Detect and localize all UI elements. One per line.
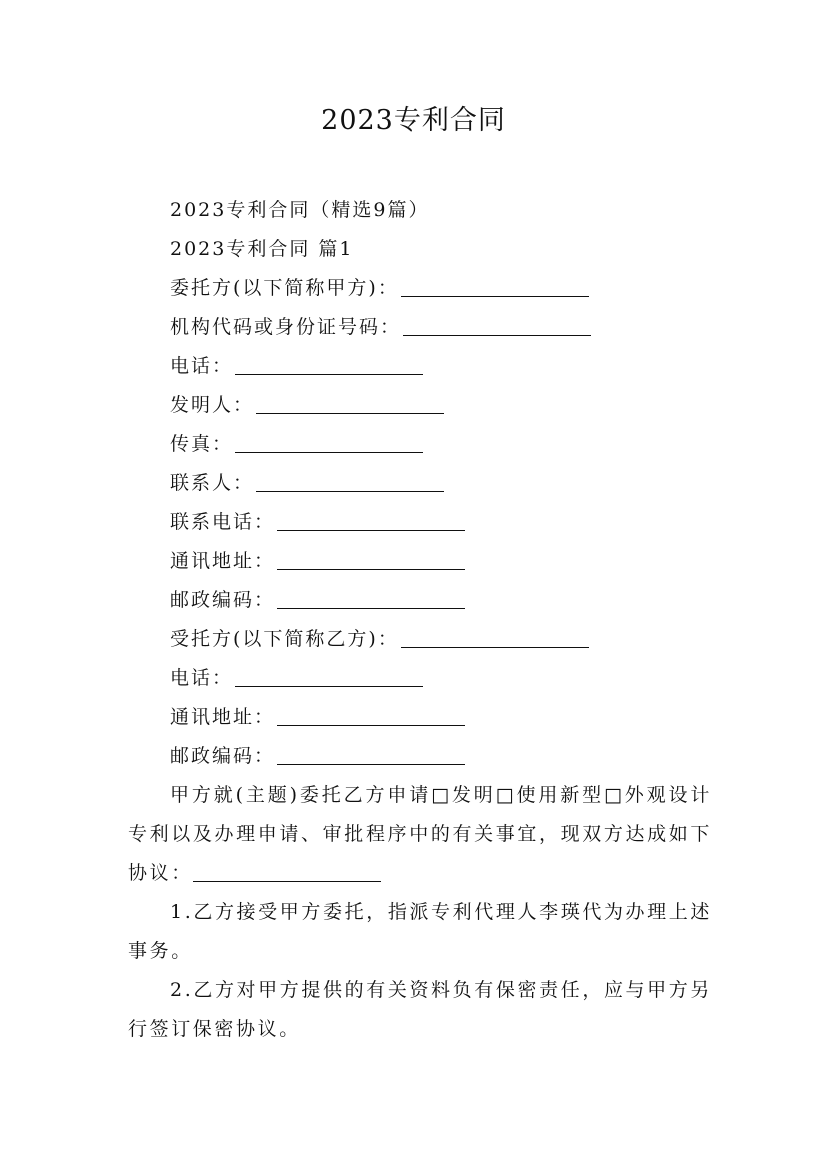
field-row <box>170 430 423 458</box>
field-label: 受托方(以下简称乙方)： <box>170 628 399 650</box>
field-blank-line <box>256 393 444 414</box>
field-row <box>170 742 465 770</box>
field-label: 邮政编码： <box>170 745 276 767</box>
field-label: 联系人： <box>170 472 255 494</box>
field-label: 邮政编码： <box>170 589 276 611</box>
field-row <box>170 352 423 380</box>
field-row <box>170 469 444 497</box>
field-label: 传真： <box>170 433 234 455</box>
field-label: 通讯地址： <box>170 550 276 572</box>
clause-paragraph: 2.乙方对甲方提供的有关资料负有保密责任，应与甲方另行签订保密协议。 <box>128 979 712 1040</box>
field-blank-line <box>277 705 465 726</box>
intro-paragraph <box>128 776 712 893</box>
field-row <box>170 274 589 302</box>
field-label: 委托方(以下简称甲方)： <box>170 277 399 299</box>
clause-paragraph: 1.乙方接受甲方委托，指派专利代理人李瑛代为办理上述事务。 <box>128 901 712 962</box>
field-blank-line <box>403 315 591 336</box>
field-blank-line <box>256 471 444 492</box>
field-blank-line <box>277 510 465 531</box>
intro-paragraph-text: 甲方就(主题)委托乙方申请□发明□使用新型□外观设计专利以及办理申请、审批程序中的有关事宜，现双方达成如下协议： <box>128 784 712 884</box>
field-blank-line <box>277 744 465 765</box>
field-row <box>170 547 465 575</box>
field-blank-line <box>277 588 465 609</box>
field-blank-line <box>235 432 423 453</box>
field-label: 联系电话： <box>170 511 276 533</box>
field-blank-line <box>401 276 589 297</box>
field-blank-line <box>193 861 381 882</box>
field-row <box>170 703 465 731</box>
field-row <box>170 664 423 692</box>
field-blank-line <box>401 627 589 648</box>
field-row <box>170 625 589 653</box>
field-label: 通讯地址： <box>170 706 276 728</box>
field-row <box>170 586 465 614</box>
document-subtitle: 2023专利合同（精选9篇） <box>170 199 430 221</box>
field-label: 发明人： <box>170 394 255 416</box>
field-blank-line <box>235 354 423 375</box>
document-title: 2023专利合同 <box>321 105 506 136</box>
field-row <box>170 508 465 536</box>
field-blank-line <box>277 549 465 570</box>
field-label: 电话： <box>170 355 234 377</box>
field-row <box>170 313 591 341</box>
field-label: 电话： <box>170 667 234 689</box>
section-heading: 2023专利合同 篇1 <box>170 238 354 260</box>
field-blank-line <box>235 666 423 687</box>
field-row <box>170 391 444 419</box>
field-label: 机构代码或身份证号码： <box>170 316 402 338</box>
